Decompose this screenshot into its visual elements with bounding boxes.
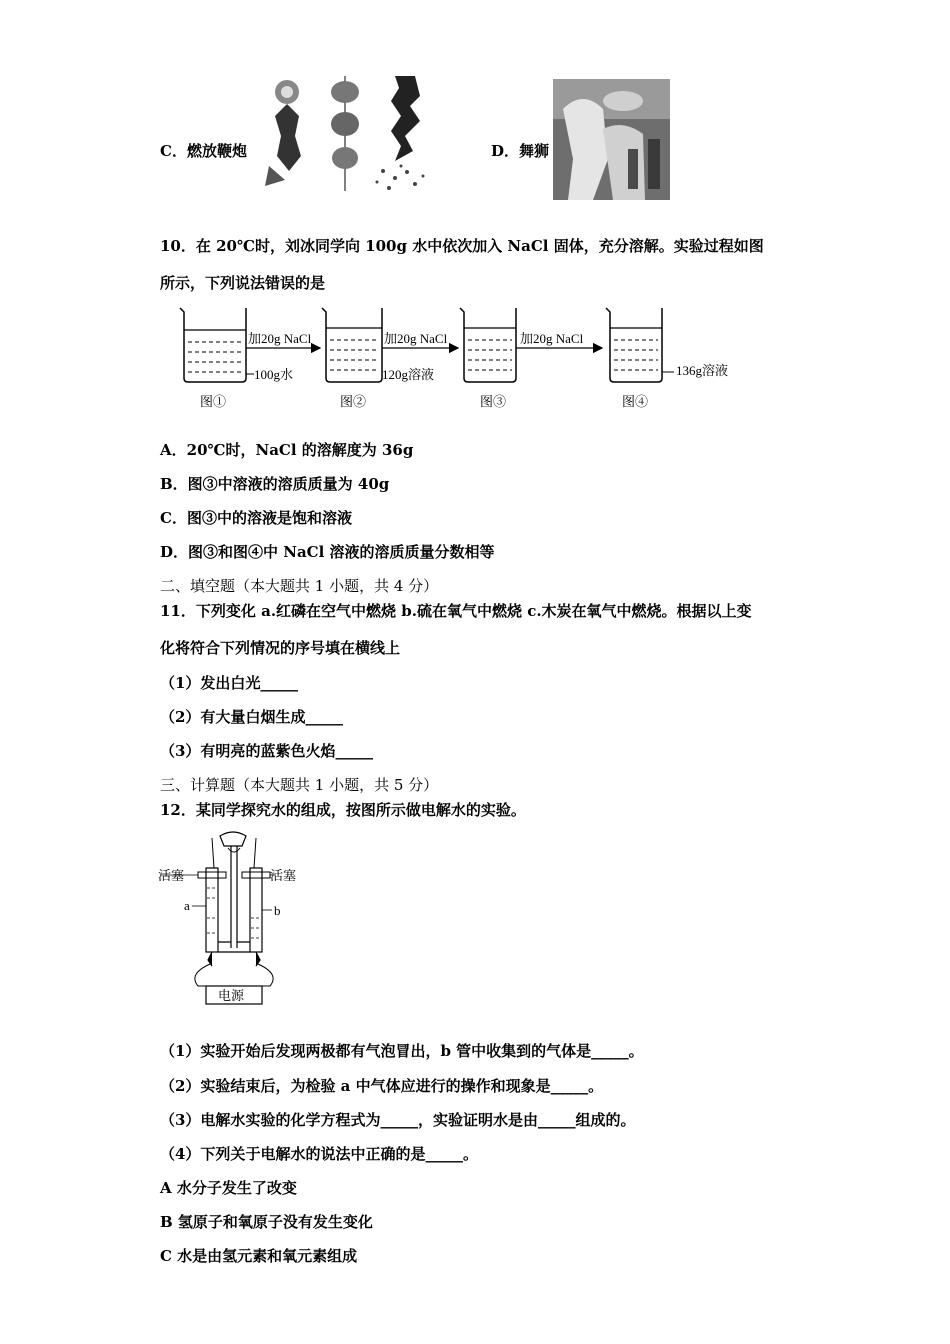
q11-item-3: （3）有明亮的蓝紫色火焰_____ bbox=[160, 742, 373, 760]
section-2-heading: 二、填空题（本大题共 1 小题，共 4 分） bbox=[160, 577, 439, 595]
q10-option-b: B．图③中溶液的溶质质量为 40g bbox=[160, 475, 390, 493]
beaker1-note: 100g水 bbox=[254, 367, 294, 382]
q12-item-2: （2）实验结束后，为检验 a 中气体应进行的操作和现象是_____。 bbox=[160, 1077, 604, 1095]
q10-option-a: A．20℃时，NaCl 的溶解度为 36g bbox=[160, 441, 414, 459]
q12-item-3: （3）电解水实验的化学方程式为_____，实验证明水是由_____组成的。 bbox=[160, 1111, 636, 1129]
q10-option-c: C．图③中的溶液是饱和溶液 bbox=[160, 509, 352, 527]
beaker-2 bbox=[322, 308, 382, 382]
arrow3-label: 加20g NaCl bbox=[520, 331, 584, 346]
q12-choice-c: C 水是由氢元素和氧元素组成 bbox=[160, 1247, 358, 1265]
caption-4: 图④ bbox=[622, 394, 649, 409]
q10-beaker-figure bbox=[170, 300, 770, 416]
q12-item-1: （1）实验开始后发现两极都有气泡冒出，b 管中收集到的气体是_____。 bbox=[160, 1042, 644, 1060]
q12-item-4: （4）下列关于电解水的说法中正确的是_____。 bbox=[160, 1145, 478, 1163]
arrow2-label: 加20g NaCl bbox=[384, 331, 448, 346]
section-3-heading: 三、计算题（本大题共 1 小题，共 5 分） bbox=[160, 776, 439, 794]
q12-choice-a: A 水分子发生了改变 bbox=[160, 1179, 297, 1197]
lion-dance-image bbox=[553, 79, 670, 204]
valve-left-label: 活塞 bbox=[158, 868, 185, 883]
q10-stem-line1: 10．在 20℃时，刘冰同学向 100g 水中依次加入 NaCl 固体，充分溶解。实验过程如图 bbox=[160, 237, 764, 255]
tube-a-label: a bbox=[184, 898, 190, 913]
q11-stem-line2: 化将符合下列情况的序号填在横线上 bbox=[160, 639, 401, 657]
arrow1-label: 加20g NaCl bbox=[248, 331, 312, 346]
option-d-label: D．舞狮 bbox=[491, 142, 550, 160]
valve-right-label: 活塞 bbox=[270, 868, 297, 883]
beaker-4 bbox=[606, 308, 662, 382]
electrolysis-apparatus-figure bbox=[158, 828, 308, 1012]
q10-stem-line2: 所示，下列说法错误的是 bbox=[160, 274, 326, 292]
q11-stem-line1: 11．下列变化 a.红磷在空气中燃烧 b.硫在氧气中燃烧 c.木炭在氧气中燃烧。根据以上变 bbox=[160, 602, 752, 620]
q12-stem: 12．某同学探究水的组成，按图所示做电解水的实验。 bbox=[160, 801, 526, 819]
q12-choice-b: B 氢原子和氧原子没有发生变化 bbox=[160, 1213, 373, 1231]
beaker-1 bbox=[180, 308, 246, 382]
beaker2-note: 120g溶液 bbox=[382, 367, 435, 382]
caption-3: 图③ bbox=[480, 394, 507, 409]
beaker-3 bbox=[460, 308, 516, 382]
q11-item-2: （2）有大量白烟生成_____ bbox=[160, 708, 343, 726]
tube-b-label: b bbox=[274, 903, 281, 918]
beaker4-note: 136g溶液 bbox=[676, 363, 729, 378]
caption-1: 图① bbox=[200, 394, 227, 409]
power-label: 电源 bbox=[218, 988, 245, 1003]
caption-2: 图② bbox=[340, 394, 367, 409]
q11-item-1: （1）发出白光_____ bbox=[160, 674, 298, 692]
option-c-label: C．燃放鞭炮 bbox=[160, 142, 247, 160]
firecrackers-image bbox=[255, 76, 435, 200]
q10-option-d: D．图③和图④中 NaCl 溶液的溶质质量分数相等 bbox=[160, 543, 495, 561]
